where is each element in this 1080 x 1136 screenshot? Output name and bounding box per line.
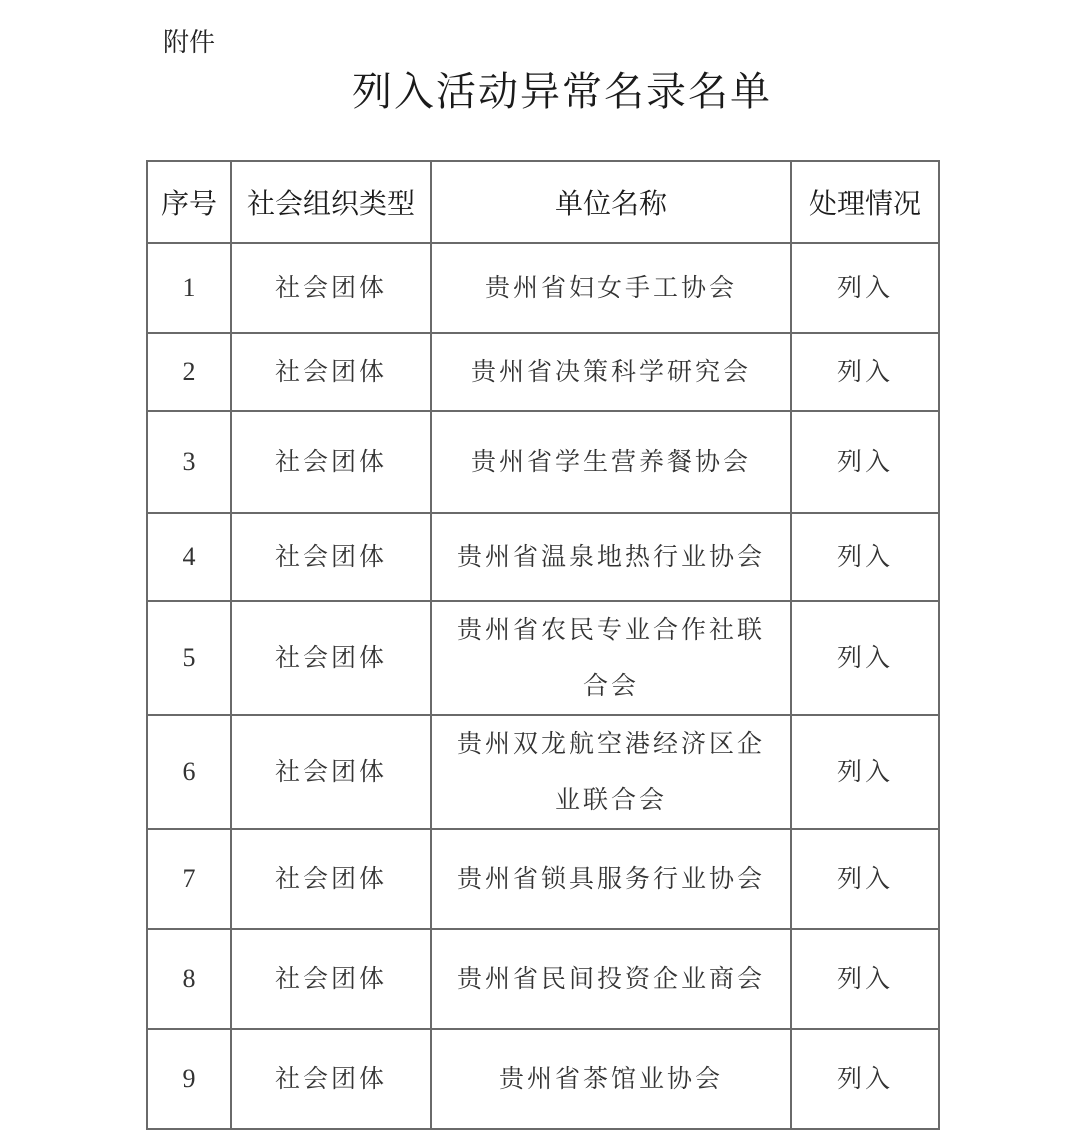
header-organization-type: 社会组织类型 (231, 161, 431, 243)
row-handling-status: 列入 (791, 1029, 939, 1129)
row-organization-type: 社会团体 (231, 601, 431, 715)
row-handling-status: 列入 (791, 829, 939, 929)
table-row (147, 1029, 939, 1129)
row-unit-name: 贵州省锁具服务行业协会 (431, 829, 791, 929)
row-unit-name: 贵州省农民专业合作社联合会 (431, 601, 791, 715)
header-serial-number: 序号 (147, 161, 231, 243)
row-serial-number: 2 (147, 333, 231, 411)
table-row (147, 243, 939, 333)
row-organization-type: 社会团体 (231, 333, 431, 411)
table-row (147, 601, 939, 715)
row-serial-number: 7 (147, 829, 231, 929)
row-organization-type: 社会团体 (231, 513, 431, 601)
row-handling-status: 列入 (791, 513, 939, 601)
table-row (147, 929, 939, 1029)
attachment-label: 附件 (163, 28, 216, 58)
header-unit-name: 单位名称 (431, 161, 791, 243)
row-organization-type: 社会团体 (231, 715, 431, 829)
row-serial-number: 5 (147, 601, 231, 715)
table-row (147, 829, 939, 929)
table-row (147, 411, 939, 513)
document-title: 列入活动异常名录名单 (352, 69, 772, 115)
header-handling-status: 处理情况 (791, 161, 939, 243)
row-handling-status: 列入 (791, 715, 939, 829)
row-unit-name: 贵州双龙航空港经济区企业联合会 (431, 715, 791, 829)
row-serial-number: 9 (147, 1029, 231, 1129)
row-unit-name: 贵州省妇女手工协会 (431, 243, 791, 333)
row-organization-type: 社会团体 (231, 929, 431, 1029)
row-unit-name: 贵州省温泉地热行业协会 (431, 513, 791, 601)
table-body (147, 243, 939, 1129)
table-row (147, 513, 939, 601)
row-unit-name: 贵州省学生营养餐协会 (431, 411, 791, 513)
row-serial-number: 8 (147, 929, 231, 1029)
row-unit-name: 贵州省民间投资企业商会 (431, 929, 791, 1029)
row-serial-number: 1 (147, 243, 231, 333)
row-handling-status: 列入 (791, 243, 939, 333)
row-serial-number: 3 (147, 411, 231, 513)
table-header-row (147, 161, 939, 243)
row-organization-type: 社会团体 (231, 1029, 431, 1129)
row-unit-name: 贵州省茶馆业协会 (431, 1029, 791, 1129)
row-serial-number: 4 (147, 513, 231, 601)
table-row (147, 715, 939, 829)
row-handling-status: 列入 (791, 411, 939, 513)
row-handling-status: 列入 (791, 929, 939, 1029)
row-organization-type: 社会团体 (231, 829, 431, 929)
row-organization-type: 社会团体 (231, 411, 431, 513)
abnormal-list-table (146, 160, 940, 1130)
row-unit-name: 贵州省决策科学研究会 (431, 333, 791, 411)
table-row (147, 333, 939, 411)
row-serial-number: 6 (147, 715, 231, 829)
row-handling-status: 列入 (791, 601, 939, 715)
row-organization-type: 社会团体 (231, 243, 431, 333)
row-handling-status: 列入 (791, 333, 939, 411)
